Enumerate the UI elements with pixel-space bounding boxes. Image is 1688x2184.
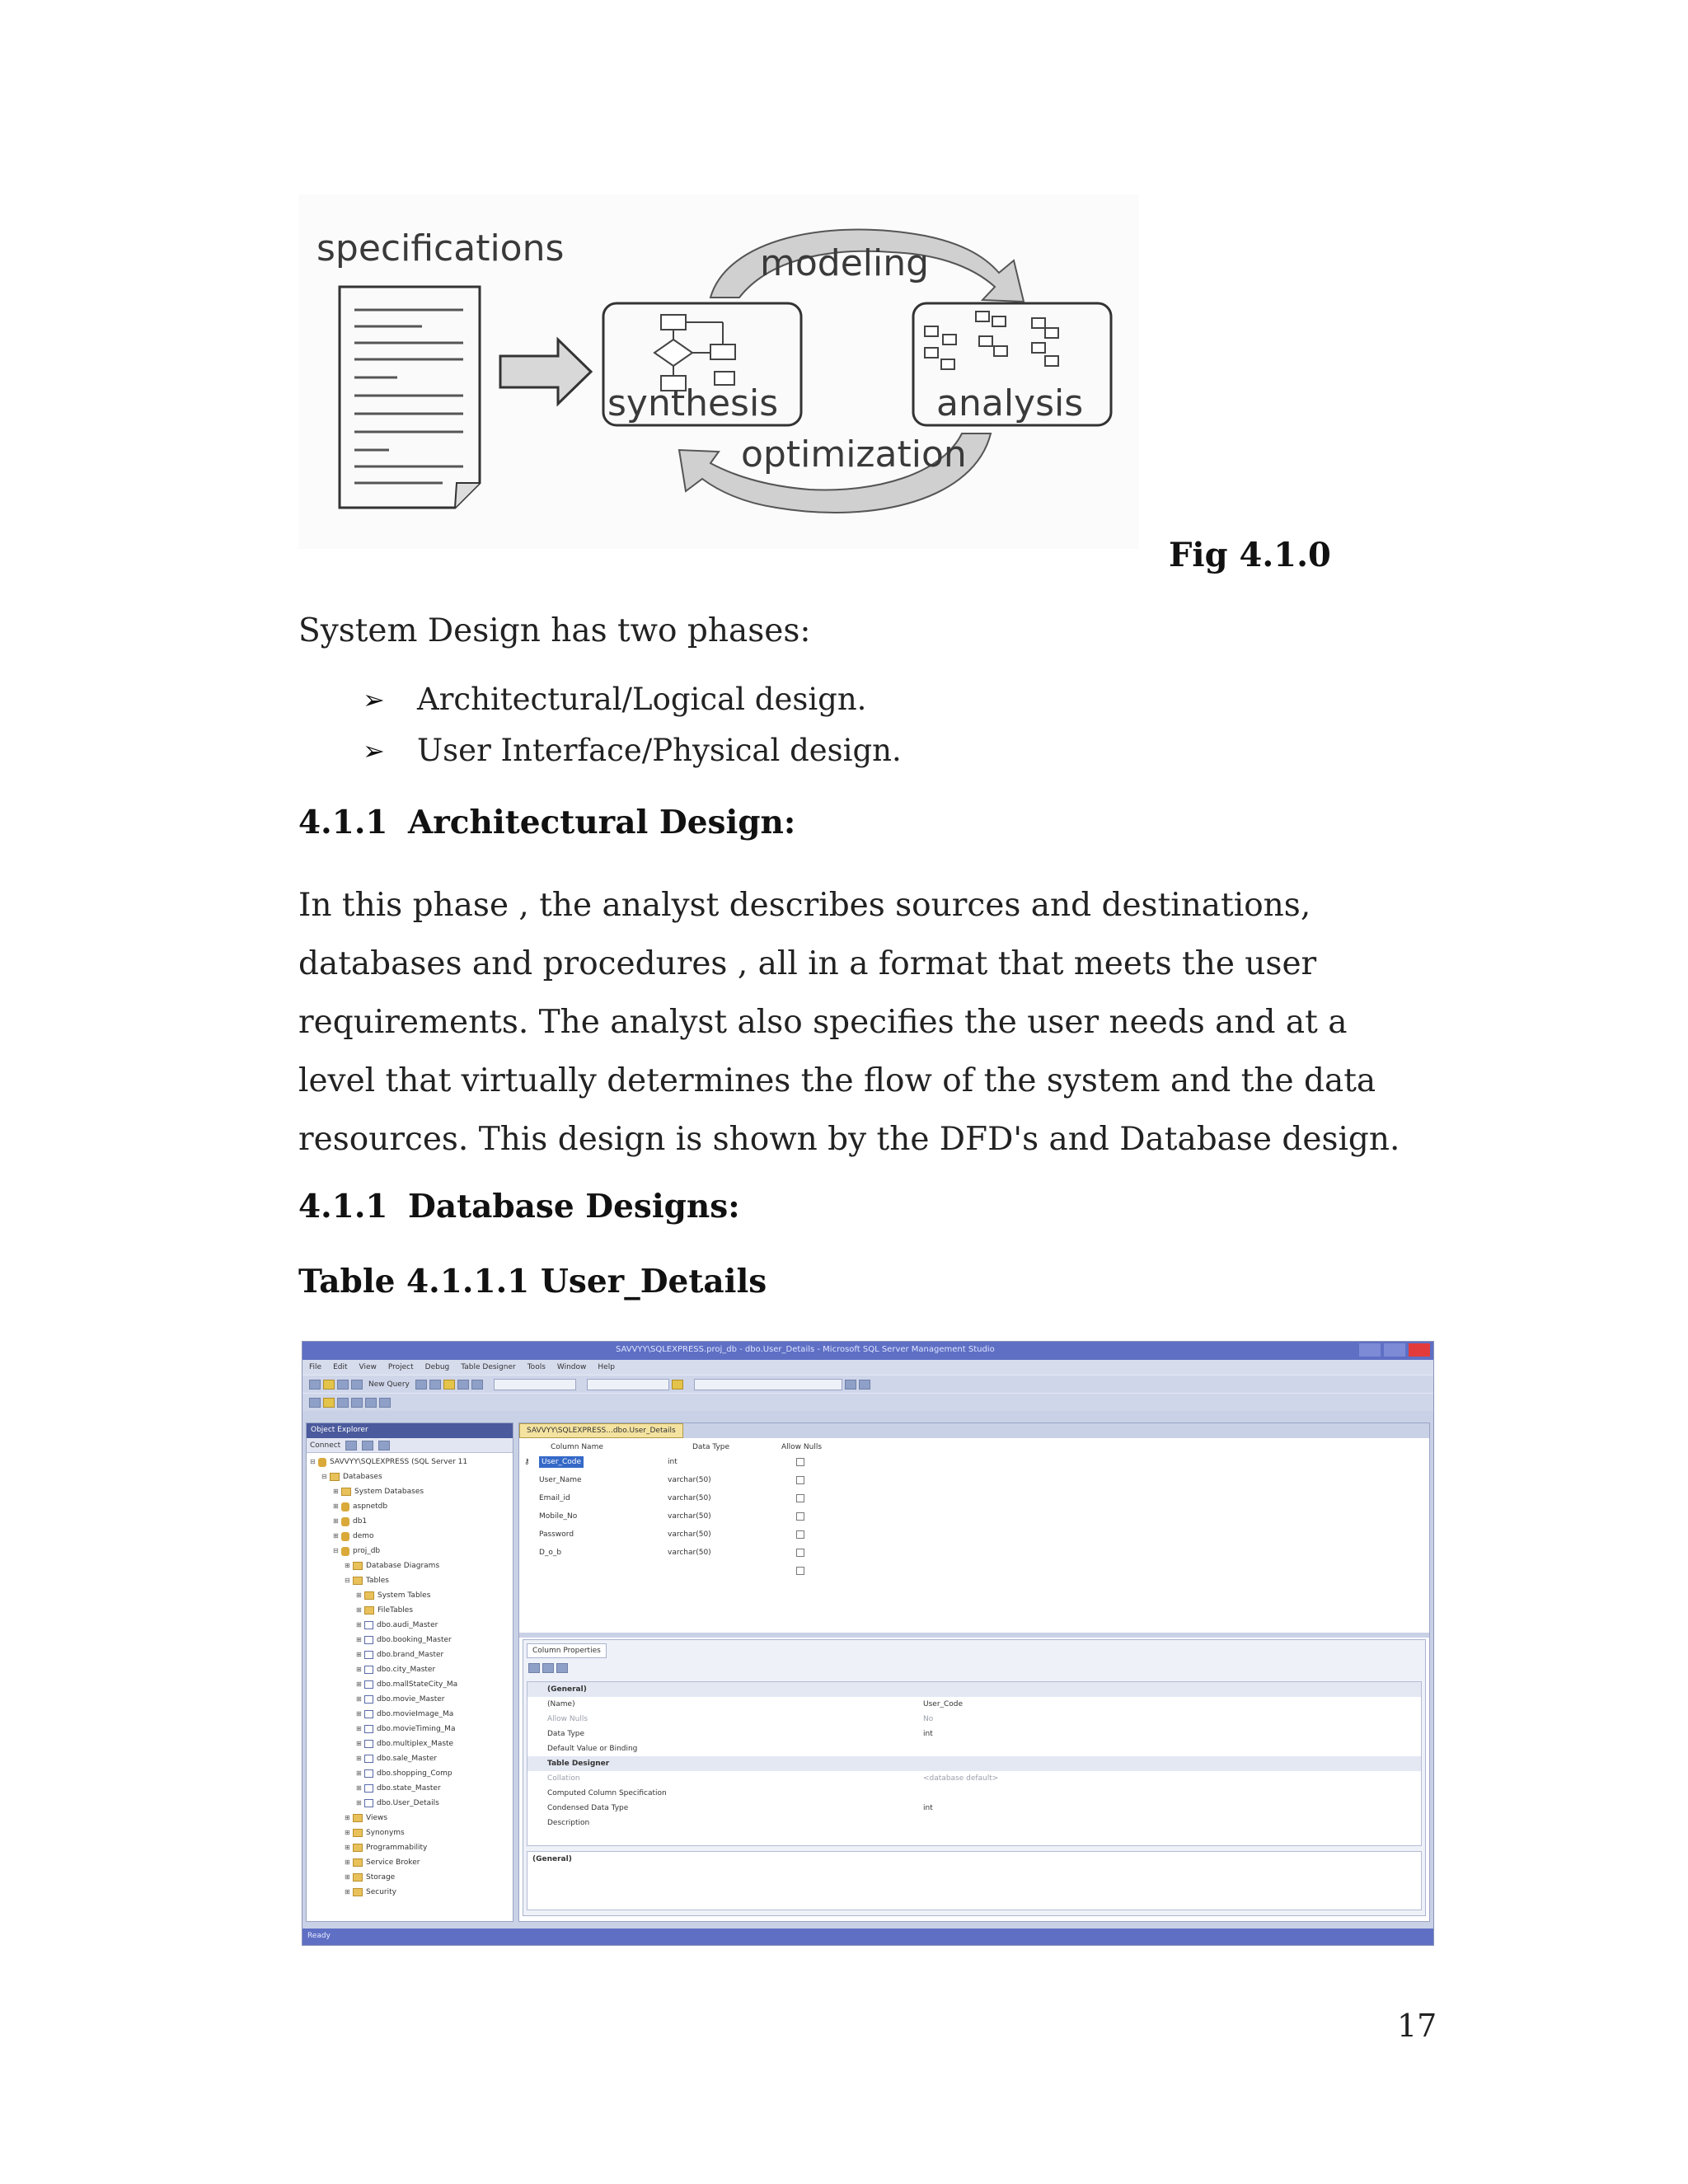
tree-node[interactable]: ⊞ dbo.movieTiming_Ma xyxy=(356,1725,456,1733)
intro-text: System Design has two phases: xyxy=(298,612,811,649)
figure-label-optimization: optimization xyxy=(741,434,967,476)
figure-label-analysis: analysis xyxy=(936,382,1084,424)
table-icon xyxy=(364,1740,373,1748)
folder-icon xyxy=(341,1488,351,1496)
search-input[interactable] xyxy=(694,1379,842,1390)
property-row[interactable]: Collation <database default> xyxy=(547,1774,999,1783)
object-explorer-toolbar xyxy=(307,1438,513,1453)
ssms-screenshot xyxy=(302,1341,1434,1946)
body-line: databases and procedures , all in a format that meets the user xyxy=(298,945,1317,982)
tree-node[interactable]: ⊟ SAVVYY\SQLEXPRESS (SQL Server 11 xyxy=(310,1458,468,1466)
table-icon xyxy=(364,1666,373,1674)
menu-debug[interactable]: Debug xyxy=(424,1363,450,1371)
tree-node[interactable]: ⊞ aspnetdb xyxy=(333,1502,388,1511)
solution-dropdown[interactable] xyxy=(587,1379,669,1390)
allow-nulls-checkbox[interactable] xyxy=(796,1567,804,1575)
database-icon xyxy=(341,1532,349,1541)
property-row[interactable]: (General) xyxy=(528,1682,1421,1697)
table-icon xyxy=(364,1725,373,1733)
tree-node[interactable]: ⊟ proj_db xyxy=(333,1547,381,1555)
property-row[interactable]: Default Value or Binding xyxy=(547,1745,638,1753)
section-number: 4.1.1 xyxy=(298,1188,388,1226)
section-heading-database xyxy=(298,1188,740,1226)
tree-node[interactable]: ⊞ Views xyxy=(345,1814,388,1822)
tree-node[interactable]: ⊞ Database Diagrams xyxy=(345,1562,440,1570)
query-icon[interactable] xyxy=(415,1380,427,1390)
menu-file[interactable]: File xyxy=(309,1363,322,1371)
figure-label-modeling: modeling xyxy=(760,242,930,284)
connect-button[interactable]: Connect xyxy=(310,1441,341,1450)
section-title: Architectural Design: xyxy=(408,804,796,841)
data-type-cell[interactable]: varchar(50) xyxy=(668,1549,711,1557)
column-name-cell[interactable]: Mobile_No xyxy=(539,1512,578,1521)
tree-node[interactable]: ⊞ Service Broker xyxy=(345,1858,420,1867)
menu-help[interactable]: Help xyxy=(598,1363,615,1371)
body-line: In this phase , the analyst describes sources and destinations, xyxy=(298,887,1311,924)
body-line: requirements. The analyst also specifies the user needs and at a xyxy=(298,1004,1348,1041)
grid-header-allow-nulls: Allow Nulls xyxy=(781,1443,823,1451)
toolbox-icon[interactable] xyxy=(859,1380,870,1390)
design-cycle-figure xyxy=(298,194,1139,549)
object-tree xyxy=(307,1453,513,1900)
tree-node[interactable]: ⊞ dbo.city_Master xyxy=(356,1666,436,1674)
property-grid xyxy=(527,1681,1422,1846)
paste-icon[interactable] xyxy=(471,1380,483,1390)
folder-icon xyxy=(353,1562,363,1570)
data-type-cell[interactable]: varchar(50) xyxy=(668,1494,711,1502)
primary-key-icon: ⚷ xyxy=(524,1458,530,1466)
folder-icon xyxy=(364,1591,374,1600)
body-paragraph xyxy=(298,876,1452,1169)
property-row[interactable]: Table Designer xyxy=(528,1756,1421,1771)
minimize-icon[interactable] xyxy=(1359,1343,1381,1357)
property-row[interactable]: Description xyxy=(547,1819,590,1827)
tree-node[interactable]: ⊞ FileTables xyxy=(356,1606,414,1615)
menu-window[interactable]: Window xyxy=(556,1363,587,1371)
spatial-indexes-icon[interactable] xyxy=(379,1398,391,1408)
tree-node[interactable]: ⊞ Security xyxy=(345,1888,396,1896)
folder-icon xyxy=(353,1873,363,1882)
section-number: 4.1.1 xyxy=(298,804,388,841)
list-item xyxy=(363,674,902,725)
data-type-cell[interactable]: varchar(50) xyxy=(668,1476,711,1484)
maximize-icon[interactable] xyxy=(1384,1343,1405,1357)
list-item-text: User Interface/Physical design. xyxy=(417,733,902,768)
tree-node[interactable]: ⊞ dbo.mallStateCity_Ma xyxy=(356,1680,458,1689)
save-icon[interactable] xyxy=(337,1380,349,1390)
table-icon xyxy=(364,1680,373,1689)
figure-caption: Fig 4.1.0 xyxy=(1169,536,1331,574)
document-icon xyxy=(340,287,480,508)
save-all-icon[interactable] xyxy=(351,1380,363,1390)
properties-toolbar xyxy=(528,1663,568,1673)
column-grid xyxy=(519,1438,1429,1633)
section-heading-architectural xyxy=(298,804,795,841)
property-row[interactable]: Computed Column Specification xyxy=(547,1789,667,1797)
tree-node[interactable]: ⊞ dbo.sale_Master xyxy=(356,1755,438,1763)
menu-project[interactable]: Project xyxy=(387,1363,414,1371)
check-constraints-icon[interactable] xyxy=(365,1398,377,1408)
table-icon xyxy=(364,1710,373,1718)
toolbar-table-designer xyxy=(302,1393,1433,1411)
tree-node[interactable]: ⊞ Synonyms xyxy=(345,1829,405,1837)
folder-icon xyxy=(353,1814,363,1822)
column-name-cell[interactable]: User_Code xyxy=(539,1456,584,1468)
menu-tools[interactable]: Tools xyxy=(527,1363,546,1371)
data-type-cell[interactable]: varchar(50) xyxy=(668,1530,711,1539)
tree-node[interactable]: ⊞ dbo.User_Details xyxy=(356,1799,439,1807)
close-icon[interactable] xyxy=(1409,1343,1430,1357)
properties-icon[interactable] xyxy=(845,1380,856,1390)
refresh-icon[interactable] xyxy=(378,1441,390,1451)
table-icon xyxy=(364,1636,373,1644)
property-description: (General) xyxy=(527,1851,1422,1910)
arrow-bullet-icon: ➢ xyxy=(363,684,385,715)
menu-table-designer[interactable]: Table Designer xyxy=(461,1363,516,1371)
folder-icon xyxy=(330,1473,340,1481)
find-icon[interactable] xyxy=(672,1380,683,1390)
tree-node[interactable]: ⊟ Tables xyxy=(345,1577,389,1585)
menu-bar xyxy=(302,1360,1433,1375)
column-name-cell[interactable]: D_o_b xyxy=(539,1549,562,1557)
body-line: resources. This design is shown by the DFD's and Database design. xyxy=(298,1121,1400,1158)
folder-icon xyxy=(353,1577,363,1585)
menu-view[interactable]: View xyxy=(359,1363,377,1371)
status-bar: Ready xyxy=(302,1929,1433,1945)
allow-nulls-checkbox[interactable] xyxy=(796,1458,804,1466)
window-titlebar xyxy=(302,1342,1433,1360)
new-icon[interactable] xyxy=(309,1380,321,1390)
column-properties-tab[interactable]: Column Properties xyxy=(527,1643,607,1658)
property-row[interactable]: Condensed Data Type int xyxy=(547,1804,933,1812)
generate-script-icon[interactable] xyxy=(309,1398,321,1408)
property-row[interactable]: (Name) User_Code xyxy=(547,1700,964,1708)
allow-nulls-checkbox[interactable] xyxy=(796,1494,804,1502)
object-explorer-panel xyxy=(306,1422,513,1922)
folder-icon xyxy=(353,1844,363,1852)
tree-node[interactable]: ⊟ Databases xyxy=(321,1473,382,1481)
cut-icon[interactable] xyxy=(443,1380,455,1390)
copy-icon[interactable] xyxy=(457,1380,469,1390)
property-row[interactable]: Data Type int xyxy=(547,1730,933,1738)
body-line: level that virtually determines the flow of the system and the data xyxy=(298,1062,1376,1099)
table-designer-document xyxy=(518,1422,1430,1922)
table-icon xyxy=(364,1799,373,1807)
table-icon xyxy=(364,1651,373,1659)
folder-icon xyxy=(353,1829,363,1837)
tree-node[interactable]: ⊞ dbo.multiplex_Maste xyxy=(356,1740,454,1748)
folder-icon xyxy=(364,1606,374,1615)
alphabetical-icon[interactable] xyxy=(542,1663,554,1673)
relationships-icon[interactable] xyxy=(337,1398,349,1408)
database-icon xyxy=(341,1502,349,1511)
arrow-bullet-icon: ➢ xyxy=(363,735,385,766)
tree-node[interactable]: ⊞ dbo.audi_Master xyxy=(356,1621,438,1629)
object-explorer-title: Object Explorer xyxy=(307,1423,513,1438)
table-icon xyxy=(364,1769,373,1778)
table-icon xyxy=(364,1695,373,1704)
database-icon xyxy=(341,1547,349,1556)
server-icon xyxy=(318,1458,326,1467)
indexes-icon[interactable] xyxy=(351,1398,363,1408)
folder-icon xyxy=(353,1888,363,1896)
set-primary-key-icon[interactable] xyxy=(323,1398,335,1408)
figure-label-synthesis: synthesis xyxy=(607,382,779,424)
tree-node[interactable]: ⊞ dbo.booking_Master xyxy=(356,1636,452,1644)
data-type-cell[interactable]: varchar(50) xyxy=(668,1512,711,1521)
document-tab[interactable]: SAVVYY\SQLEXPRESS...dbo.User_Details xyxy=(519,1423,683,1438)
disconnect-icon[interactable] xyxy=(345,1441,357,1451)
database-icon xyxy=(341,1517,349,1526)
list-item xyxy=(363,725,902,776)
grid-header-column-name: Column Name xyxy=(551,1443,603,1451)
allow-nulls-checkbox[interactable] xyxy=(796,1549,804,1557)
property-row[interactable]: Allow Nulls No xyxy=(547,1715,934,1723)
splitter[interactable] xyxy=(519,1633,1429,1638)
categorized-icon[interactable] xyxy=(528,1663,540,1673)
tree-node[interactable]: ⊞ dbo.brand_Master xyxy=(356,1651,444,1659)
tree-node[interactable]: ⊞ dbo.movie_Master xyxy=(356,1695,445,1704)
allow-nulls-checkbox[interactable] xyxy=(796,1476,804,1484)
tree-node[interactable]: ⊞ System Tables xyxy=(356,1591,431,1600)
section-title: Database Designs: xyxy=(408,1188,740,1226)
tree-node[interactable]: ⊞ Storage xyxy=(345,1873,396,1882)
document-tabstrip xyxy=(519,1423,1429,1438)
table-caption: Table 4.1.1.1 User_Details xyxy=(298,1263,767,1301)
table-icon xyxy=(364,1784,373,1793)
tree-node[interactable]: ⊞ db1 xyxy=(333,1517,368,1526)
tree-node[interactable]: ⊞ System Databases xyxy=(333,1488,424,1496)
toolbar-standard xyxy=(302,1375,1433,1393)
new-query-button[interactable]: New Query xyxy=(368,1380,410,1389)
tree-node[interactable]: ⊞ dbo.shopping_Comp xyxy=(356,1769,452,1778)
tree-node[interactable]: ⊞ Programmability xyxy=(345,1844,428,1852)
table-icon xyxy=(364,1755,373,1763)
column-name-cell[interactable]: Email_id xyxy=(539,1494,570,1502)
property-pages-icon[interactable] xyxy=(556,1663,568,1673)
window-title: SAVVYY\SQLEXPRESS.proj_db - dbo.User_Details - Microsoft SQL Server Management Studio xyxy=(616,1345,995,1354)
column-name-cell[interactable]: User_Name xyxy=(539,1476,582,1484)
grid-header-data-type: Data Type xyxy=(692,1443,730,1451)
figure-label-specifications: specifications xyxy=(316,227,565,269)
phase-list xyxy=(363,674,902,776)
query-icon[interactable] xyxy=(429,1380,441,1390)
flow-arrow-icon xyxy=(500,340,591,404)
tree-node[interactable]: ⊞ demo xyxy=(333,1532,374,1540)
column-name-cell[interactable]: Password xyxy=(539,1530,574,1539)
filter-icon[interactable] xyxy=(362,1441,373,1451)
database-dropdown[interactable] xyxy=(494,1379,576,1390)
tree-node[interactable]: ⊞ dbo.state_Master xyxy=(356,1784,441,1793)
allow-nulls-checkbox[interactable] xyxy=(796,1530,804,1539)
tree-node[interactable]: ⊞ dbo.movieImage_Ma xyxy=(356,1710,454,1718)
list-item-text: Architectural/Logical design. xyxy=(417,682,867,717)
table-icon xyxy=(364,1621,373,1629)
open-icon[interactable] xyxy=(323,1380,335,1390)
page-number: 17 xyxy=(1397,2008,1437,2044)
data-type-cell[interactable]: int xyxy=(668,1458,678,1466)
allow-nulls-checkbox[interactable] xyxy=(796,1512,804,1521)
folder-icon xyxy=(353,1858,363,1867)
menu-edit[interactable]: Edit xyxy=(333,1363,348,1371)
column-properties-panel xyxy=(523,1639,1426,1916)
